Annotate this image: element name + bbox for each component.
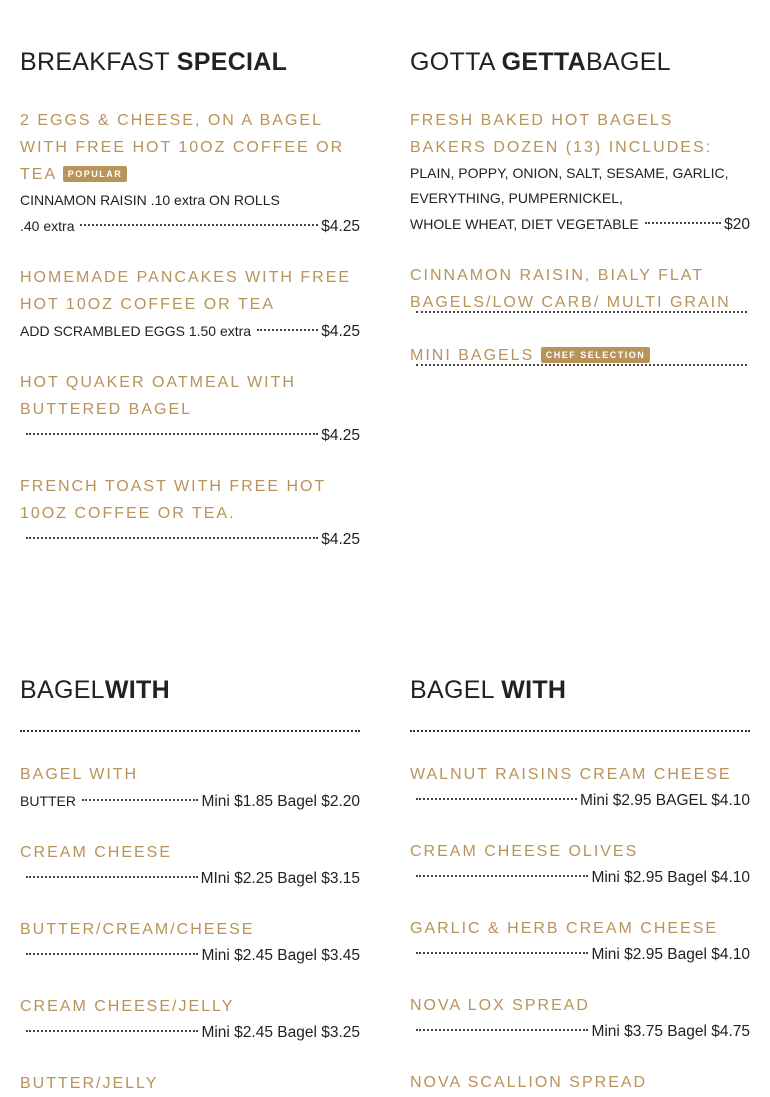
section-title: BAGEL WITH — [410, 676, 567, 704]
price-line — [410, 369, 750, 371]
section-gotta-getta-bagel — [410, 46, 750, 371]
price-line — [20, 423, 360, 449]
item-title: MINI BAGELS CHEF SELECTION — [410, 342, 750, 369]
dotted-leader — [416, 875, 588, 877]
price-line: .40 extra $4.25 — [20, 213, 360, 240]
menu-item-nova-scallion[interactable] — [410, 1069, 750, 1096]
menu-item-eggs-cheese[interactable] — [20, 107, 360, 240]
price-line — [410, 865, 750, 891]
item-title: WALNUT RAISINS CREAM CHEESE — [410, 766, 732, 783]
item-title: BUTTER/JELLY — [20, 1075, 159, 1092]
item-title: HOMEMADE PANCAKES WITH FREE HOT 10OZ COFFEE OR TEA — [20, 269, 352, 313]
menu-item-nova-lox[interactable] — [410, 992, 750, 1045]
price-line — [20, 943, 360, 969]
item-title: CREAM CHEESE OLIVES — [410, 843, 639, 860]
section-divider — [410, 730, 750, 732]
price-line: BUTTER Mini $1.85 Bagel $2.20 — [20, 788, 360, 815]
item-price: Mini $2.95 Bagel $4.10 — [591, 869, 750, 886]
dotted-leader — [82, 799, 198, 801]
dotted-leader — [416, 798, 577, 800]
dotted-leader — [257, 329, 318, 331]
section-title: BREAKFAST SPECIAL — [20, 48, 288, 76]
menu-item-cream-cheese-olives[interactable] — [410, 838, 750, 891]
dotted-leader — [26, 433, 318, 435]
item-price: Mini $1.85 Bagel $2.20 — [201, 793, 360, 810]
item-title: CREAM CHEESE — [20, 844, 173, 861]
item-title: GARLIC & HERB CREAM CHEESE — [410, 920, 719, 937]
section-breakfast-special — [20, 46, 360, 553]
chef-selection-badge: CHEF SELECTION — [541, 347, 651, 363]
price-line — [410, 1019, 750, 1045]
section-title: BAGELWITH — [20, 676, 170, 704]
item-title: CREAM CHEESE/JELLY — [20, 998, 235, 1015]
menu-item-oatmeal[interactable] — [20, 369, 360, 449]
menu-item-garlic-herb[interactable] — [410, 915, 750, 968]
item-price: $4.25 — [321, 323, 360, 340]
menu-item-butter-cream-cheese[interactable] — [20, 916, 360, 969]
section-bagel-with-right — [410, 674, 750, 1096]
dotted-leader — [416, 311, 747, 313]
item-title: BUTTER/CREAM/CHEESE — [20, 921, 255, 938]
menu-item-cream-cheese[interactable] — [20, 839, 360, 892]
section-title: GOTTA GETTABAGEL — [410, 48, 671, 76]
price-line — [410, 788, 750, 814]
item-price: Mini $2.45 Bagel $3.45 — [201, 947, 360, 964]
item-price: Mini $3.75 Bagel $4.75 — [591, 1023, 750, 1040]
price-line: ADD SCRAMBLED EGGS 1.50 extra $4.25 — [20, 318, 360, 345]
price-line — [20, 866, 360, 892]
item-price: $20 — [724, 216, 750, 233]
item-title: NOVA SCALLION SPREAD — [410, 1074, 648, 1091]
item-title: FRENCH TOAST WITH FREE HOT 10OZ COFFEE OR TEA. — [20, 478, 326, 522]
menu-item-butter[interactable] — [20, 761, 360, 815]
dotted-leader — [416, 1029, 588, 1031]
price-line — [410, 316, 750, 318]
item-price: $4.25 — [321, 218, 360, 235]
dotted-leader — [26, 953, 198, 955]
price-line: WHOLE WHEAT, DIET VEGETABLE $20 — [410, 211, 750, 238]
dotted-leader — [26, 1030, 198, 1032]
menu-item-cream-cheese-jelly[interactable] — [20, 993, 360, 1046]
item-title: FRESH BAKED HOT BAGELS BAKERS DOZEN (13) INCLUDES: — [410, 112, 713, 156]
price-line — [20, 1020, 360, 1046]
item-title: CINNAMON RAISIN, BIALY FLAT BAGELS/LOW CARB/ MULTI GRAIN — [410, 267, 731, 311]
menu-item-butter-jelly[interactable] — [20, 1070, 360, 1097]
menu-item-french-toast[interactable] — [20, 473, 360, 553]
item-price: Mini $2.95 BAGEL $4.10 — [579, 792, 750, 809]
menu-item-bakers-dozen[interactable] — [410, 107, 750, 238]
dotted-leader — [26, 537, 318, 539]
dotted-leader — [416, 364, 747, 366]
item-price: MIni $2.25 Bagel $3.15 — [200, 870, 360, 887]
menu-item-walnut-raisins[interactable] — [410, 761, 750, 814]
section-bagel-with-left — [20, 674, 360, 1097]
item-title: 2 EGGS & CHEESE, ON A BAGEL WITH FREE HOT 10OZ COFFEE OR TEA POPULAR — [20, 112, 345, 183]
item-price: Mini $2.45 Bagel $3.25 — [201, 1024, 360, 1041]
item-title: NOVA LOX SPREAD — [410, 997, 590, 1014]
item-price: $4.25 — [321, 427, 360, 444]
price-line — [410, 942, 750, 968]
menu-item-pancakes[interactable] — [20, 264, 360, 345]
item-price: $4.25 — [321, 531, 360, 548]
item-price: Mini $2.95 Bagel $4.10 — [591, 946, 750, 963]
dotted-leader — [80, 224, 318, 226]
dotted-leader — [26, 876, 198, 878]
dotted-leader — [645, 222, 721, 224]
menu-item-cinnamon-raisin[interactable] — [410, 262, 750, 318]
item-description: PLAIN, POPPY, ONION, SALT, SESAME, GARLIC, EVERYTHING, PUMPERNICKEL, — [410, 165, 729, 206]
price-line — [20, 527, 360, 553]
item-description: CINNAMON RAISIN .10 extra ON ROLLS — [20, 192, 280, 208]
popular-badge: POPULAR — [63, 166, 128, 182]
section-divider — [20, 730, 360, 732]
dotted-leader — [416, 952, 588, 954]
item-title: HOT QUAKER OATMEAL WITH BUTTERED BAGEL — [20, 374, 296, 418]
menu-item-mini-bagels[interactable] — [410, 342, 750, 371]
item-title: BAGEL WITH — [20, 766, 139, 783]
